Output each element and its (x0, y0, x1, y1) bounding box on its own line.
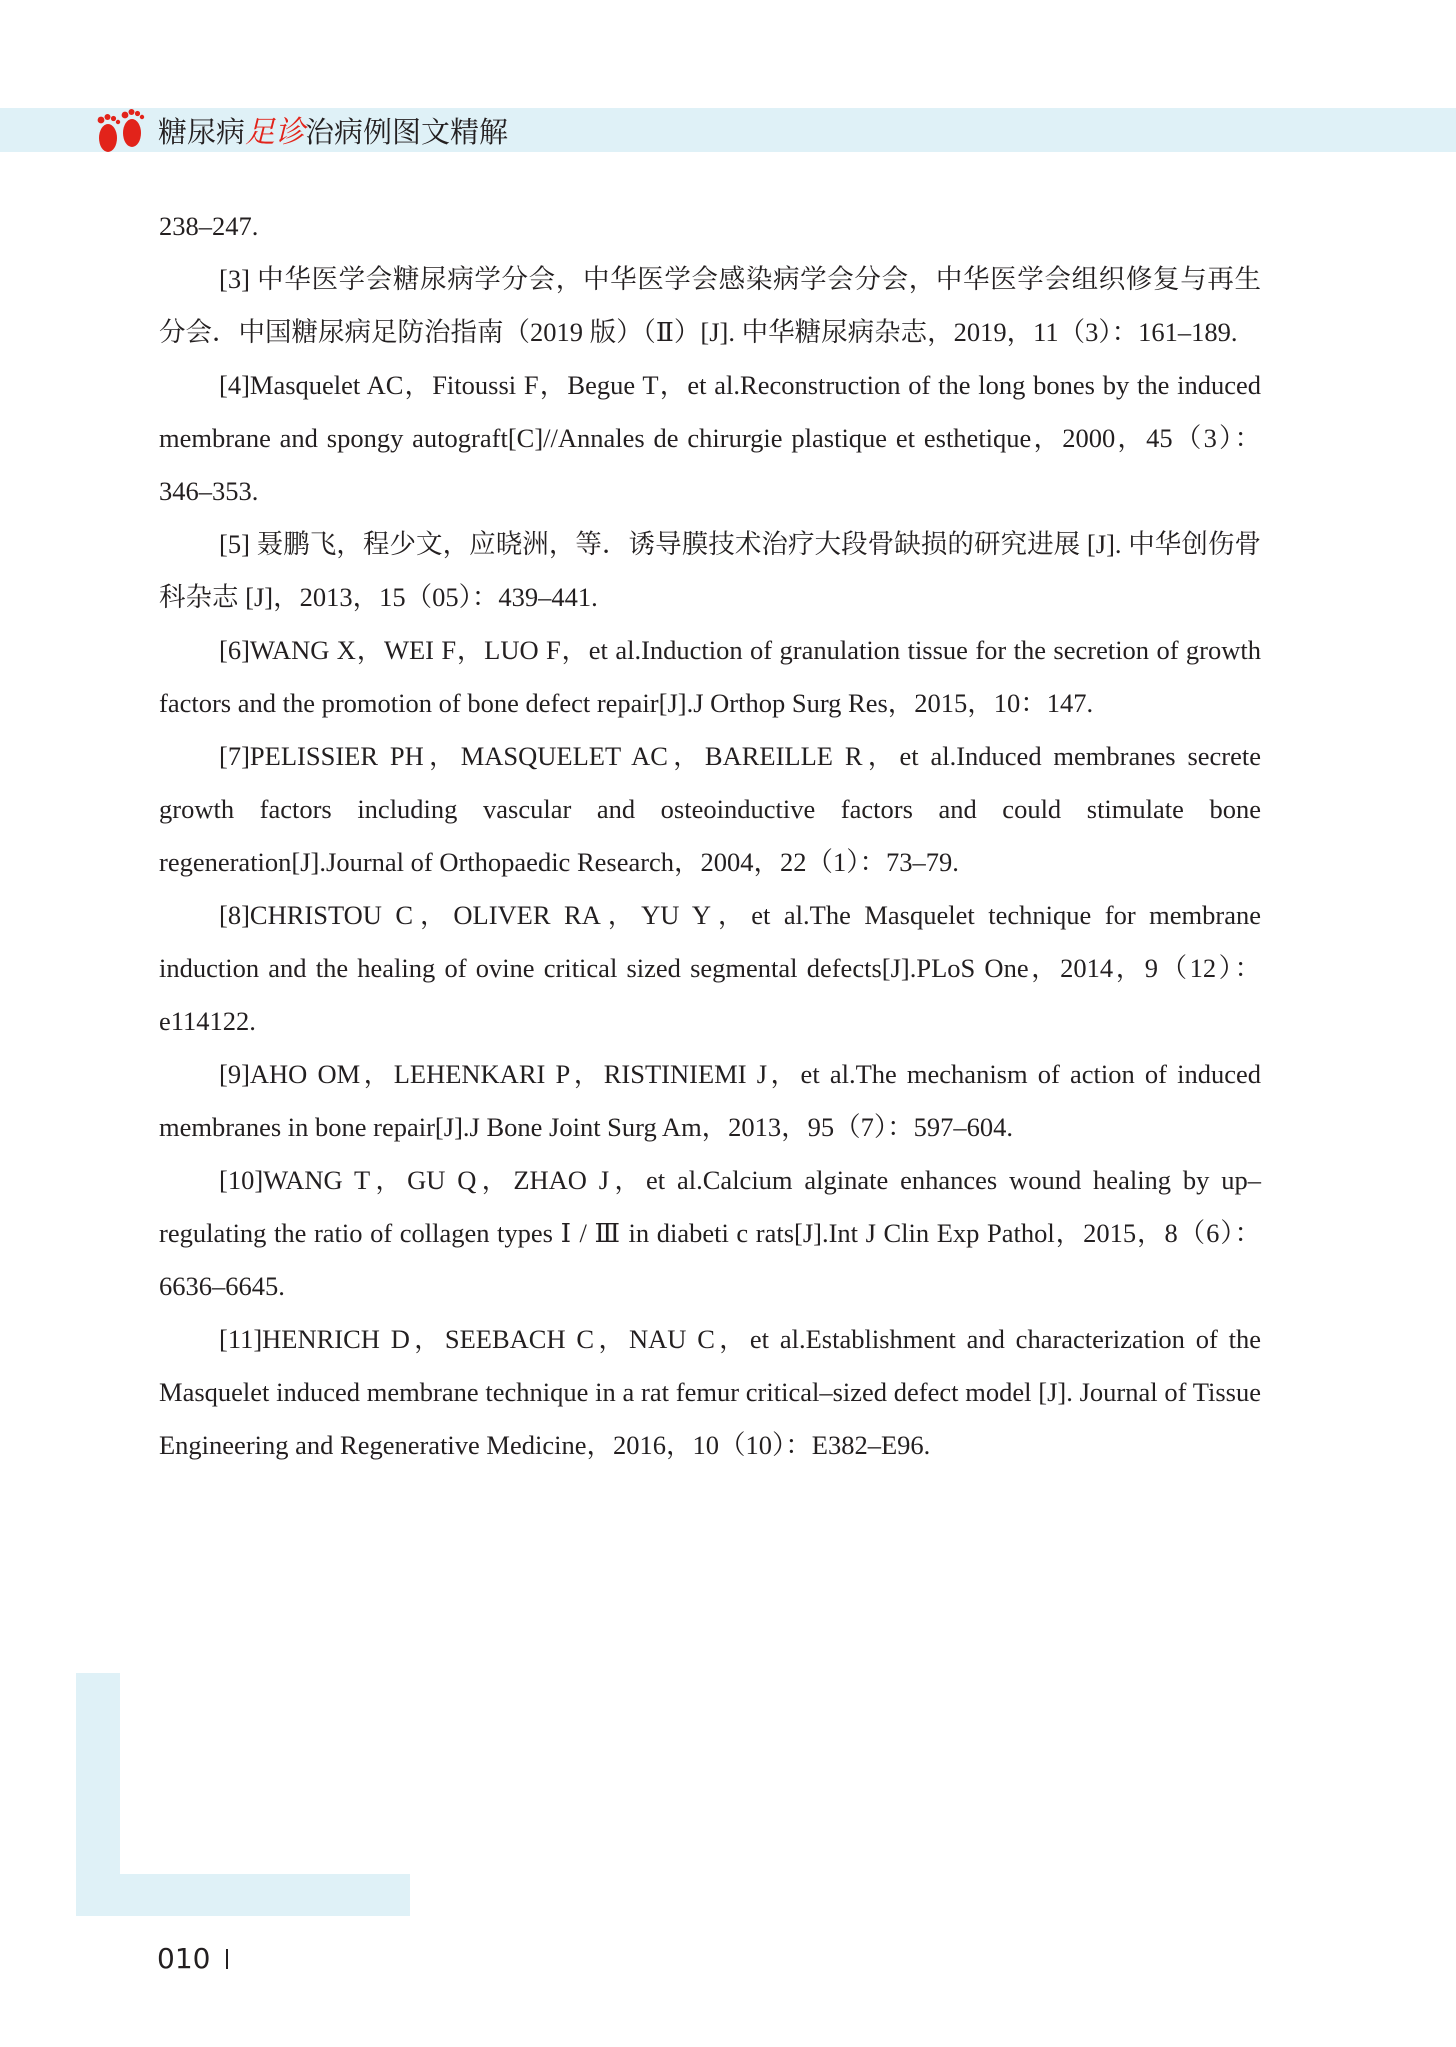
book-title-brush: 足诊 (245, 115, 306, 150)
reference-7: [7]PELISSIER PH，MASQUELET AC，BAREILLE R，et al.Induced membranes secrete growth factors including vascular and osteoinductive factors and could stimulate bone regeneration[J].Journal of Orthopaedic Research，2004，22（1）：73–79. (159, 741, 1261, 877)
reference-3: [3] 中华医学会糖尿病学分会，中华医学会感染病学会分会，中华医学会组织修复与再生分会．中国糖尿病足防治指南（2019 版）（Ⅱ）[J]. 中华糖尿病杂志，2019，11（3）：161–189. (159, 264, 1261, 347)
reference-list (159, 200, 1261, 1472)
reference-9: [9]AHO OM，LEHENKARI P，RISTINIEMI J，et al.The mechanism of action of induced membranes in bone repair[J].J Bone Joint Surg Am，2013，95（7）：597–604. (159, 1059, 1261, 1142)
book-title-part1: 糖尿病 (158, 115, 246, 149)
reference-11: [11]HENRICH D，SEEBACH C，NAU C，et al.Establishment and characterization of the Masquelet induced membrane technique in a rat femur critical–sized defect model [J]. Journal of Tissue Engineering and Regenerative Medicine，2016，10（10）：E382–E96. (159, 1324, 1261, 1460)
book-title (158, 112, 508, 152)
reference-continuation: 238–247. (159, 211, 259, 241)
reference-4: [4]Masquelet AC，Fitoussi F，Begue T，et al.Reconstruction of the long bones by the induced membrane and spongy autograft[C]//Annales de chirurgie plastique et esthetique，2000，45（3）：346–353. (159, 370, 1261, 506)
page-number-separator (226, 1949, 228, 1969)
reference-10: [10]WANG T，GU Q，ZHAO J，et al.Calcium alginate enhances wound healing by up–regulating the ratio of collagen types Ⅰ / Ⅲ in diabeti c rats[J].Int J Clin Exp Pathol，2015，8（6）：6636–6645. (159, 1165, 1261, 1301)
reference-5: [5] 聂鹏飞，程少文，应晓洲，等．诱导膜技术治疗大段骨缺损的研究进展 [J]. 中华创伤骨科杂志 [J]，2013，15（05）：439–441. (159, 529, 1261, 612)
reference-6: [6]WANG X，WEI F，LUO F，et al.Induction of granulation tissue for the secretion of growth factors and the promotion of bone defect repair[J].J Orthop Surg Res，2015，10：147. (159, 635, 1261, 718)
corner-decoration-horizontal (76, 1874, 410, 1916)
book-title-part2: 治病例图文精解 (305, 115, 509, 149)
page-number: 010 (157, 1942, 211, 1975)
red-footprints-icon (92, 100, 152, 160)
reference-8: [8]CHRISTOU C，OLIVER RA，YU Y，et al.The Masquelet technique for membrane induction and the healing of ovine critical sized segmental defects[J].PLoS One，2014，9（12）：e114122. (159, 900, 1261, 1036)
